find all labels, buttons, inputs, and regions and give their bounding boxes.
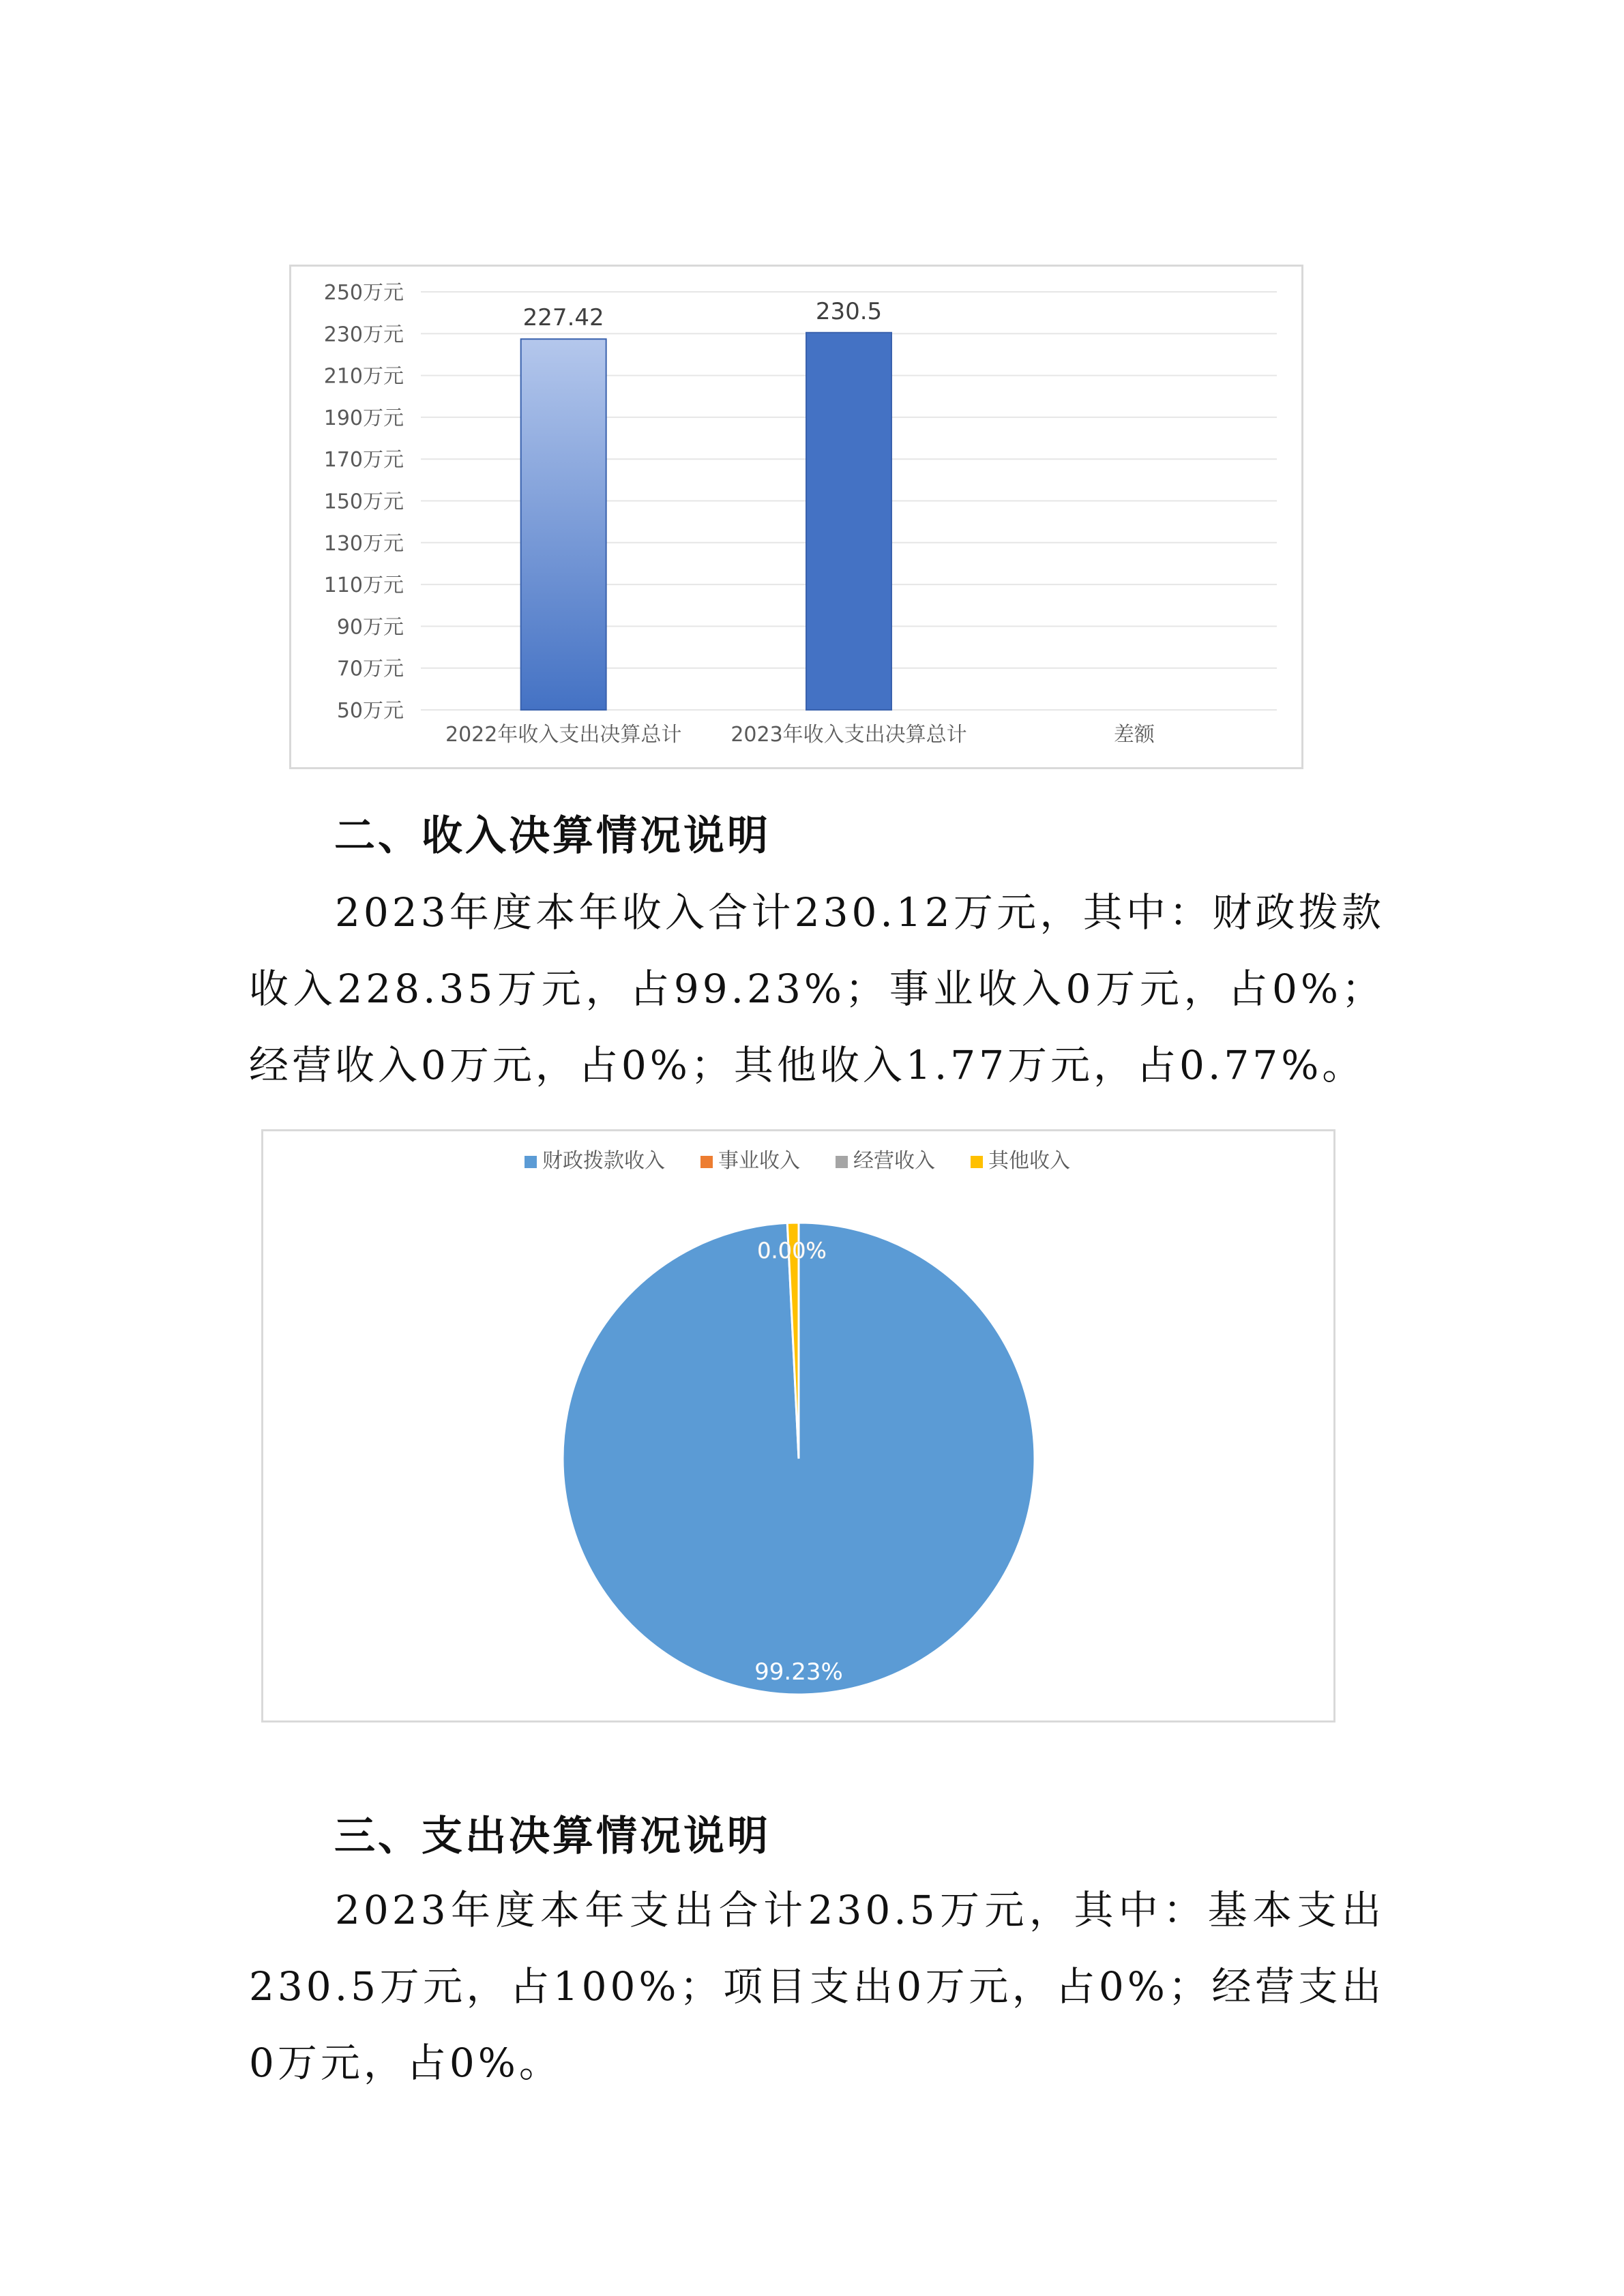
bar-y-tick-label: 90万元 [336, 615, 404, 640]
income-expense-bar-chart [289, 265, 1303, 769]
bar-y-tick-label: 110万元 [323, 573, 404, 598]
legend-swatch-0 [525, 1156, 537, 1168]
bar-y-tick-label: 210万元 [323, 364, 404, 389]
bar-chart-svg [291, 267, 1301, 767]
expense-section-heading: 三、支出决算情况说明 [334, 1813, 771, 1860]
bar-category-label: 2022年收入支出决算总计 [445, 723, 682, 747]
legend-label: 事业收入 [718, 1149, 800, 1173]
income-composition-pie-chart [261, 1129, 1335, 1723]
bar-category-label: 2023年收入支出决算总计 [730, 723, 967, 747]
bar-y-tick-label: 70万元 [336, 657, 404, 681]
legend-label: 财政拨款收入 [542, 1149, 665, 1173]
bar-1 [806, 333, 891, 710]
bar-0 [521, 339, 606, 710]
legend-swatch-3 [971, 1156, 983, 1168]
pie-chart-svg [263, 1131, 1333, 1720]
bar-data-label: 230.5 [815, 297, 883, 325]
expense-section-paragraph: 2023年度本年支出合计230.5万元，其中：基本支出230.5万元，占100%；项目支出0万元，占0%；经营支出0万元，占0%。 [249, 1887, 1385, 2086]
bar-y-tick-label: 50万元 [336, 699, 404, 723]
income-section-paragraph: 2023年度本年收入合计230.12万元，其中：财政拨款收入228.35万元，占99.23%；事业收入0万元，占0%；经营收入0万元，占0%；其他收入1.77万元，占0.77%。 [249, 889, 1385, 1088]
bar-y-tick-label: 130万元 [323, 531, 404, 556]
legend-swatch-1 [700, 1156, 713, 1168]
pie-label-main: 99.23% [754, 1658, 843, 1686]
legend-label: 其他收入 [988, 1149, 1070, 1173]
bar-y-tick-label: 190万元 [323, 406, 404, 430]
bar-data-label: 227.42 [522, 304, 604, 332]
pie-label-small: 0.00% [757, 1238, 827, 1264]
legend-swatch-2 [836, 1156, 848, 1168]
income-section-heading: 二、收入决算情况说明 [334, 812, 771, 860]
bar-y-tick-label: 170万元 [323, 448, 404, 473]
bar-category-label: 差额 [1113, 723, 1155, 747]
legend-label: 经营收入 [853, 1149, 935, 1173]
bar-y-tick-label: 150万元 [323, 490, 404, 514]
bar-y-tick-label: 230万元 [323, 323, 404, 347]
bar-y-tick-label: 250万元 [323, 281, 404, 305]
